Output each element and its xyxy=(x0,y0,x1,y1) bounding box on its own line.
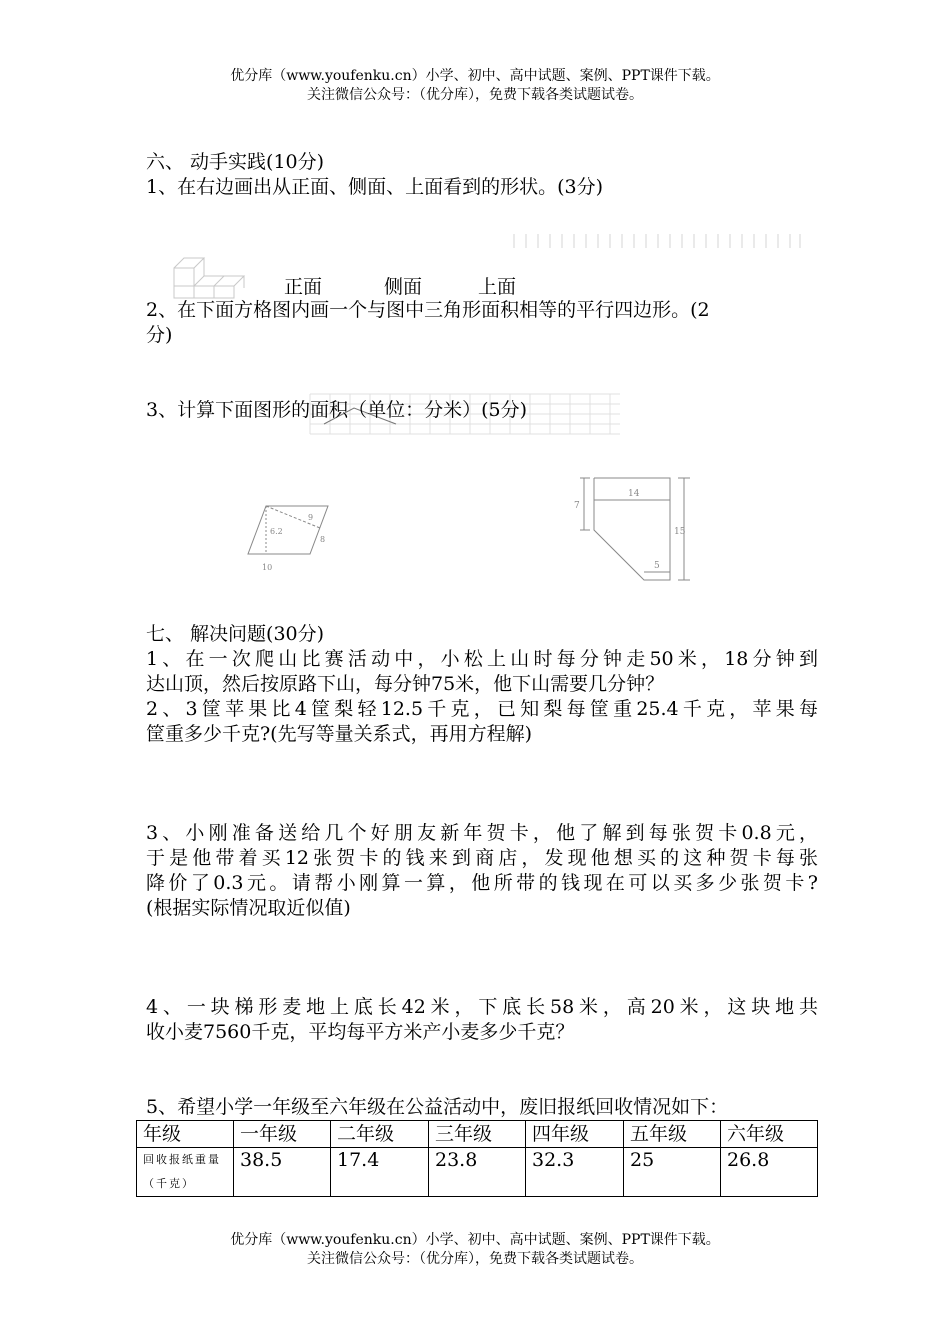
section7-q4-line1: 4、一块梯形麦地上底长42米，下底长58米，高20米，这块地共 xyxy=(146,996,818,1018)
fig2-right-label: 15 xyxy=(674,527,686,537)
table-cell: 17.4 xyxy=(331,1148,429,1197)
table-header-row xyxy=(137,1121,818,1148)
table-cell: 38.5 xyxy=(234,1148,331,1197)
view-side-label: 侧面 xyxy=(384,276,423,298)
table-header-cell: 六年级 xyxy=(721,1121,818,1148)
table-header-cell: 三年级 xyxy=(429,1121,526,1148)
section6-q2-line2: 分) xyxy=(146,324,173,346)
table-header-cell: 四年级 xyxy=(526,1121,624,1148)
view-front-label: 正面 xyxy=(284,276,323,298)
section7-q5: 5、希望小学一年级至六年级在公益活动中，废旧报纸回收情况如下： xyxy=(146,1096,729,1118)
section6-q3: 3、计算下面图形的面积（单位：分米）(5分) xyxy=(146,399,528,421)
section7-q3-line3: 降价了0.3元。请帮小刚算一算，他所带的钱现在可以买多少张贺卡? xyxy=(146,872,818,894)
table-cell: 26.8 xyxy=(721,1148,818,1197)
fig1-diag-label: 8 xyxy=(320,535,326,544)
section6-q2-line1: 2、在下面方格图内画一个与图中三角形面积相等的平行四边形。(2 xyxy=(146,299,710,321)
table-cell: 23.8 xyxy=(429,1148,526,1197)
fig2-bottom-label: 5 xyxy=(654,561,660,571)
fig1-side-label: 9 xyxy=(308,513,314,522)
page-header-line2: 关注微信公众号：（优分库），免费下载各类试题试卷。 xyxy=(307,87,643,103)
newspaper-recycling-table xyxy=(136,1120,818,1197)
section6-q1: 1、在右边画出从正面、侧面、上面看到的形状。(3分) xyxy=(146,176,604,198)
view-top-label: 上面 xyxy=(478,276,517,298)
cube-stack-figure xyxy=(172,252,252,300)
fig1-height-label: 6.2 xyxy=(270,527,283,536)
pentagon-figure xyxy=(566,470,696,586)
table-row-label: 回收报纸重量（千克） xyxy=(137,1148,234,1197)
section7-q1-line2: 达山顶，然后按原路下山，每分钟75米，他下山需要几分钟？ xyxy=(146,673,665,695)
section7-q3-line4: (根据实际情况取近似值) xyxy=(146,897,351,919)
fig2-left-label: 7 xyxy=(574,501,580,511)
page-header-line1: 优分库（www.youfenku.cn）小学、初中、高中试题、案例、PPT课件下载。 xyxy=(230,68,720,84)
section7-q2-line1: 2、3筐苹果比4筐梨轻12.5千克，已知梨每筐重25.4千克，苹果每 xyxy=(146,698,818,720)
table-header-cell: 五年级 xyxy=(624,1121,721,1148)
section7-q3-line1: 3、小刚准备送给几个好朋友新年贺卡，他了解到每张贺卡0.8元， xyxy=(146,822,818,844)
section7-title: 七、 解决问题(30分) xyxy=(146,623,325,645)
fig1-base-label: 10 xyxy=(262,563,273,572)
section7-q2-line2: 筐重多少千克?(先写等量关系式，再用方程解) xyxy=(146,723,533,745)
section7-q3-line2: 于是他带着买12张贺卡的钱来到商店，发现他想买的这种贺卡每张 xyxy=(146,847,818,869)
views-answer-grid xyxy=(512,234,802,250)
parallelogram-figure xyxy=(240,500,340,576)
page-footer-line2: 关注微信公众号：（优分库），免费下载各类试题试卷。 xyxy=(307,1251,643,1267)
page-footer-line1: 优分库（www.youfenku.cn）小学、初中、高中试题、案例、PPT课件下载。 xyxy=(230,1232,720,1248)
table-row xyxy=(137,1148,818,1197)
section7-q4-line2: 收小麦7560千克，平均每平方米产小麦多少千克？ xyxy=(146,1021,575,1043)
table-header-cell: 一年级 xyxy=(234,1121,331,1148)
table-cell: 25 xyxy=(624,1148,721,1197)
table-header-cell: 年级 xyxy=(137,1121,234,1148)
table-header-cell: 二年级 xyxy=(331,1121,429,1148)
section6-title: 六、 动手实践(10分) xyxy=(146,151,325,173)
table-cell: 32.3 xyxy=(526,1148,624,1197)
fig2-top-label: 14 xyxy=(628,489,640,499)
section7-q1-line1: 1、在一次爬山比赛活动中，小松上山时每分钟走50米，18分钟到 xyxy=(146,648,818,670)
